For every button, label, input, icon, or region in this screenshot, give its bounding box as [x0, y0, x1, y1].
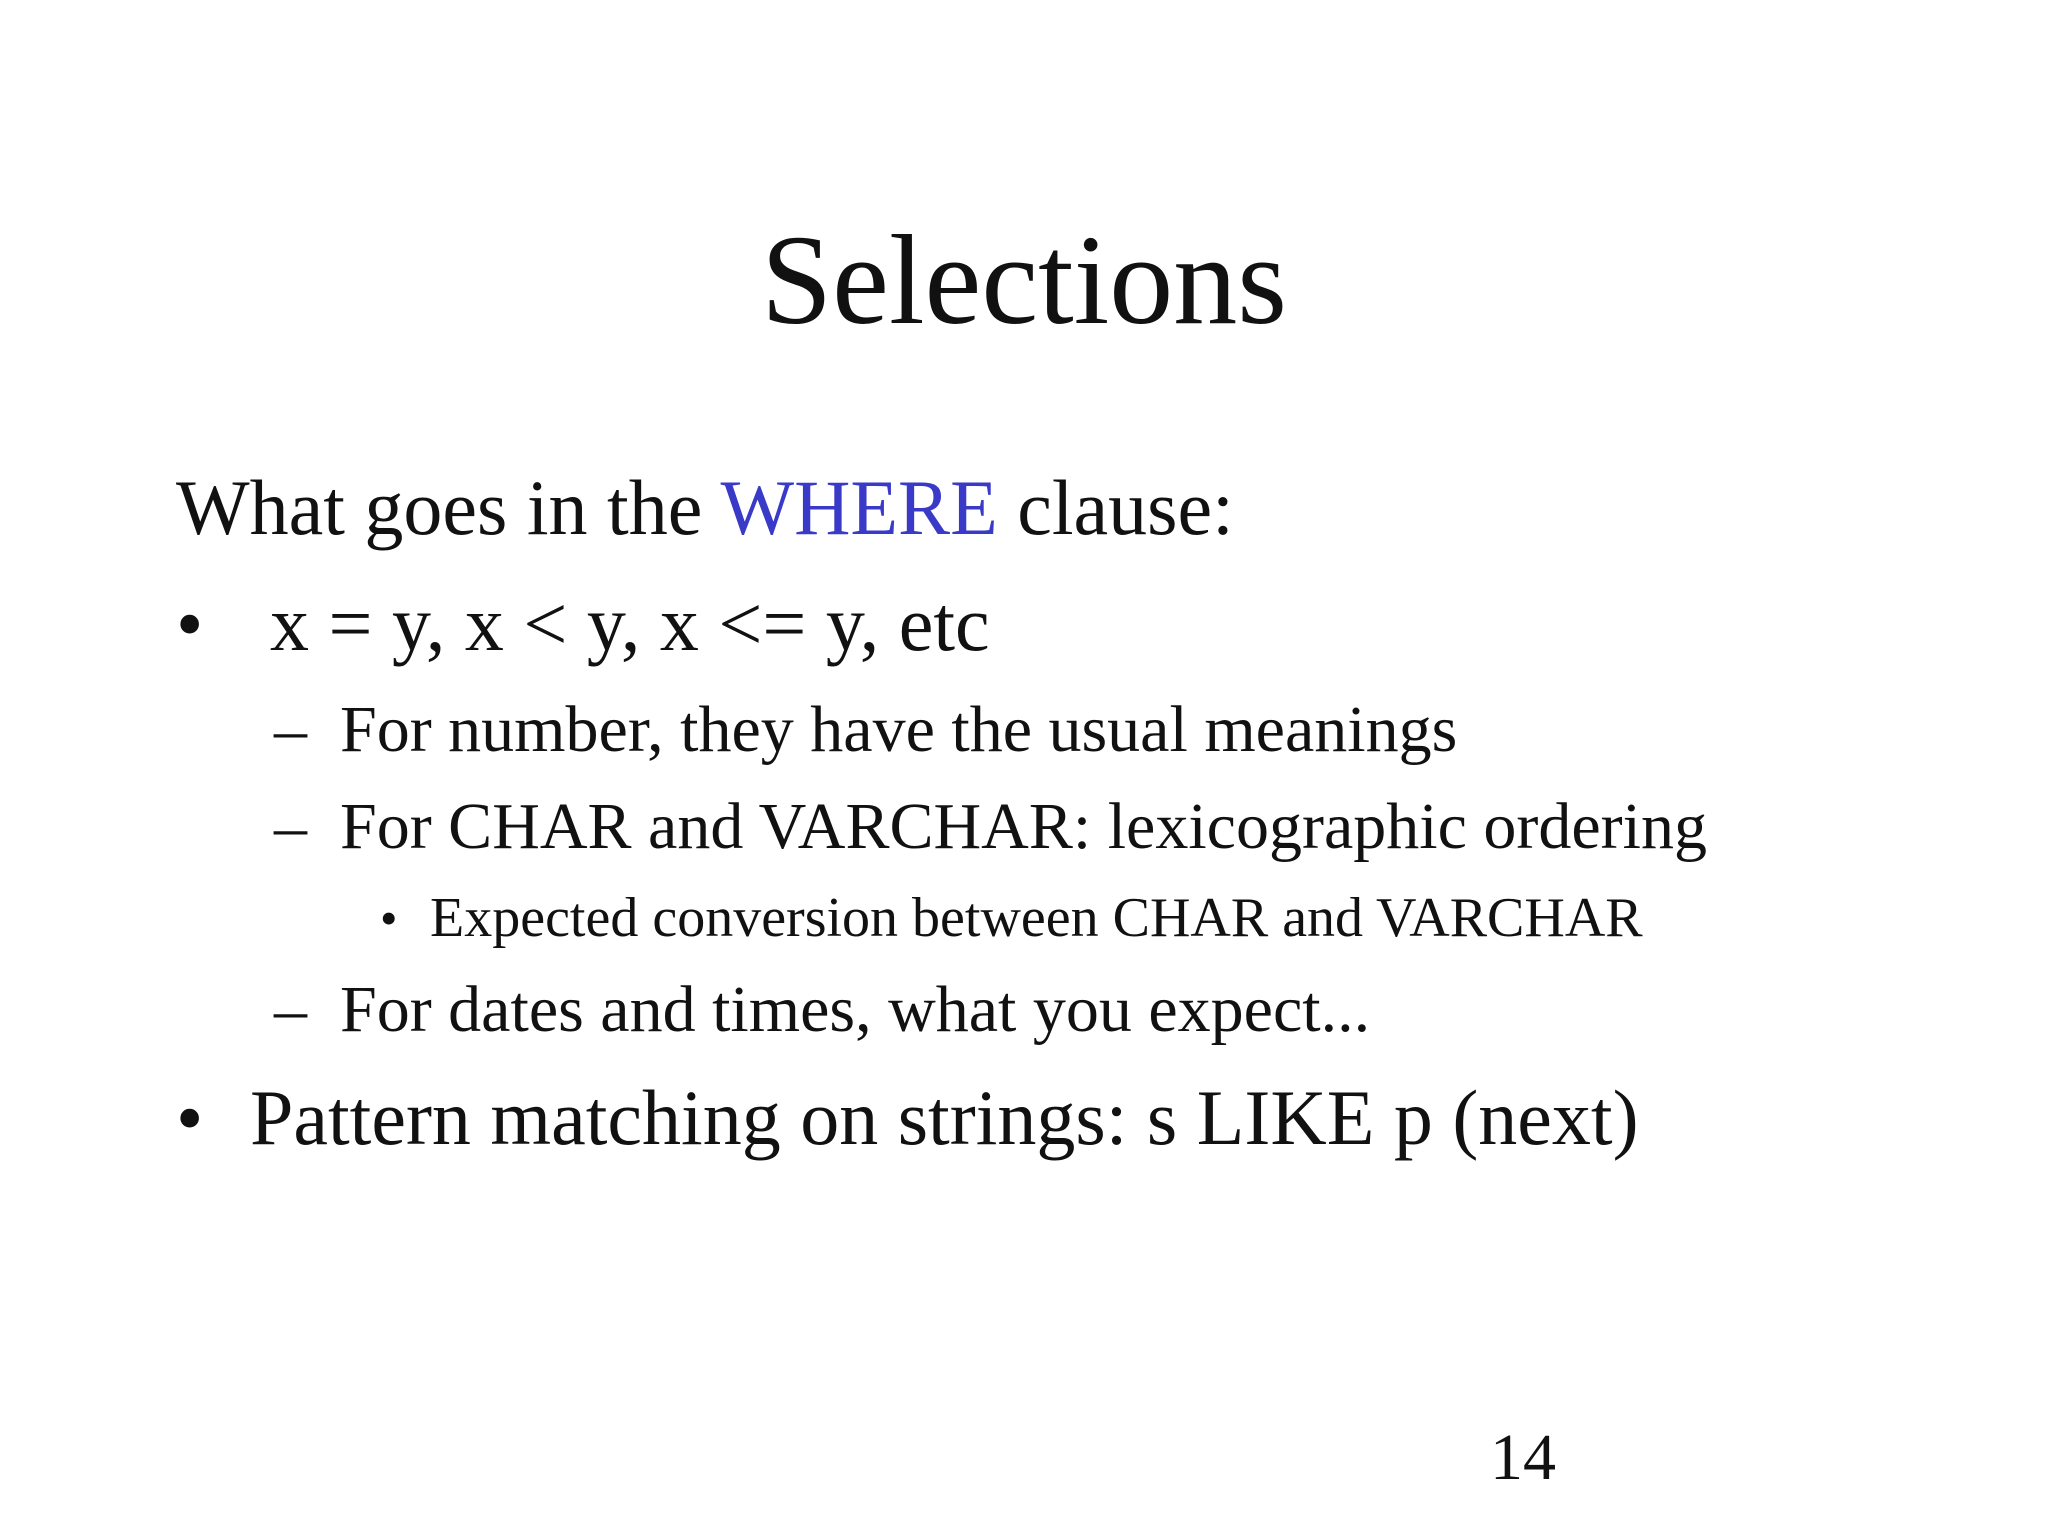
- bullet-icon: •: [176, 580, 204, 667]
- intro-suffix: clause:: [997, 464, 1234, 551]
- intro-line: [176, 462, 1234, 554]
- page-number: 14: [1490, 1421, 1556, 1494]
- subitem-numbers: For number, they have the usual meanings: [340, 693, 1458, 766]
- dash-icon: –: [274, 790, 307, 863]
- bullet-icon: •: [176, 1074, 204, 1161]
- dash-icon: –: [274, 693, 307, 766]
- subsubitem-conversion: Expected conversion between CHAR and VARCHAR: [430, 887, 1643, 949]
- where-keyword: WHERE: [720, 464, 998, 551]
- subitem-char-varchar: For CHAR and VARCHAR: lexicographic ordering: [340, 790, 1707, 863]
- small-bullet-icon: •: [380, 890, 398, 946]
- subitem-dates-times: For dates and times, what you expect...: [340, 973, 1371, 1046]
- slide-title: Selections: [760, 209, 1288, 351]
- bullet-comparison-operators: x = y, x < y, x <= y, etc: [270, 580, 990, 667]
- dash-icon: –: [274, 973, 307, 1046]
- intro-prefix: What goes in the: [176, 464, 721, 551]
- bullet-pattern-matching: Pattern matching on strings: s LIKE p (next): [250, 1074, 1639, 1161]
